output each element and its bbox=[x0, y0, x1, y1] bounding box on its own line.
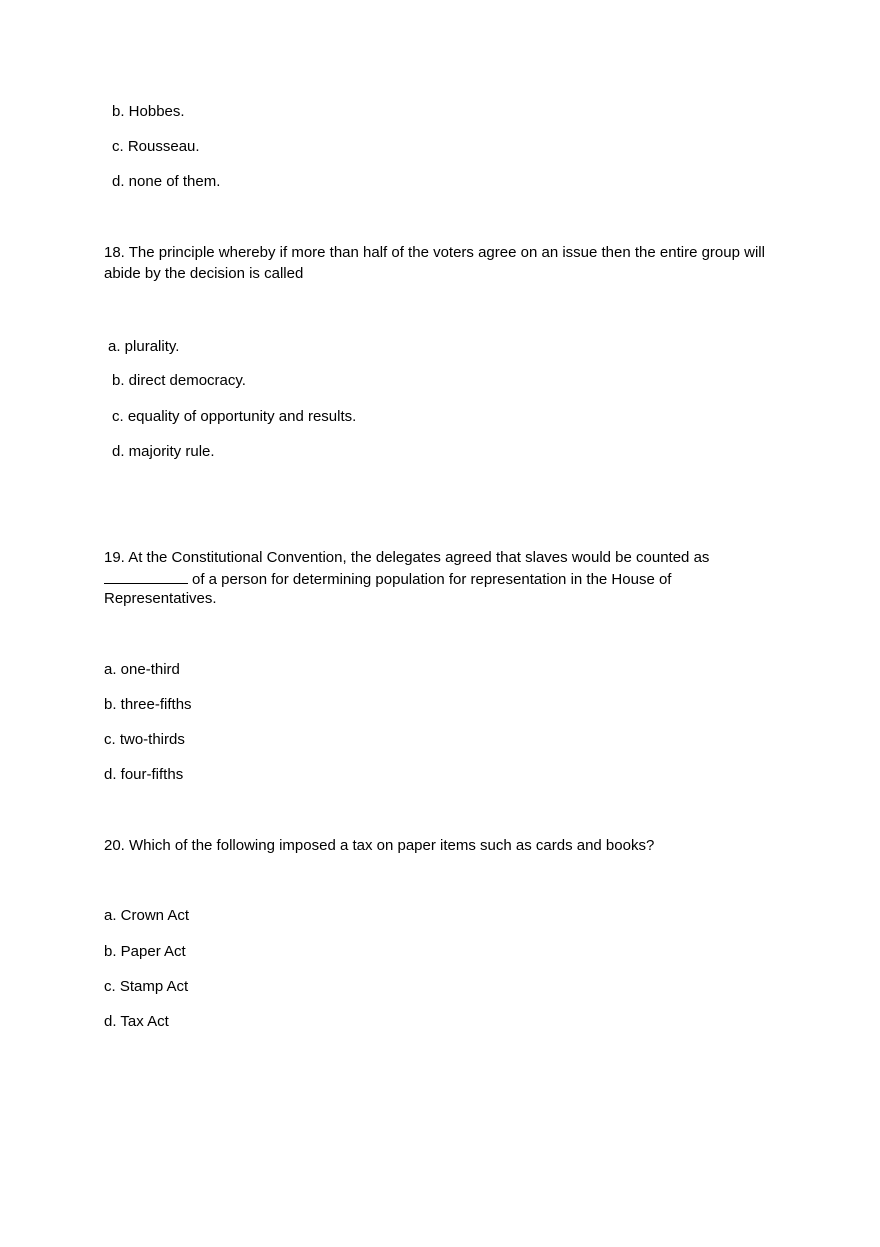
q19-text-line2-text: of a person for determining population for representation in the House of bbox=[192, 571, 672, 588]
q20-option-a: a. Crown Act bbox=[104, 907, 190, 924]
q19-option-b: b. three-fifths bbox=[104, 696, 192, 713]
q19-text-line2 bbox=[104, 569, 671, 589]
q18-option-d: d. majority rule. bbox=[112, 443, 215, 460]
q18-option-b: b. direct democracy. bbox=[112, 372, 246, 389]
q20-option-d: d. Tax Act bbox=[104, 1013, 169, 1030]
q20-text-line1: 20. Which of the following imposed a tax on paper items such as cards and books? bbox=[104, 837, 655, 854]
q18-text-line2: abide by the decision is called bbox=[104, 265, 304, 282]
q19-text-line3: Representatives. bbox=[104, 590, 217, 607]
q17-option-d: d. none of them. bbox=[112, 173, 221, 190]
q18-option-a: a. plurality. bbox=[108, 338, 180, 355]
q17-option-c: c. Rousseau. bbox=[112, 138, 200, 155]
q19-option-d: d. four-fifths bbox=[104, 766, 184, 783]
q18-option-c: c. equality of opportunity and results. bbox=[112, 408, 357, 425]
q18-text-line1: 18. The principle whereby if more than half of the voters agree on an issue then the entire group will bbox=[104, 244, 765, 261]
q20-option-c: c. Stamp Act bbox=[104, 978, 189, 995]
q19-text-line1: 19. At the Constitutional Convention, the delegates agreed that slaves would be counted as bbox=[104, 549, 710, 566]
q19-option-a: a. one-third bbox=[104, 661, 180, 678]
q20-option-b: b. Paper Act bbox=[104, 943, 186, 960]
q19-answer-blank bbox=[104, 569, 188, 584]
q17-option-b: b. Hobbes. bbox=[112, 103, 185, 120]
q19-option-c: c. two-thirds bbox=[104, 731, 185, 748]
